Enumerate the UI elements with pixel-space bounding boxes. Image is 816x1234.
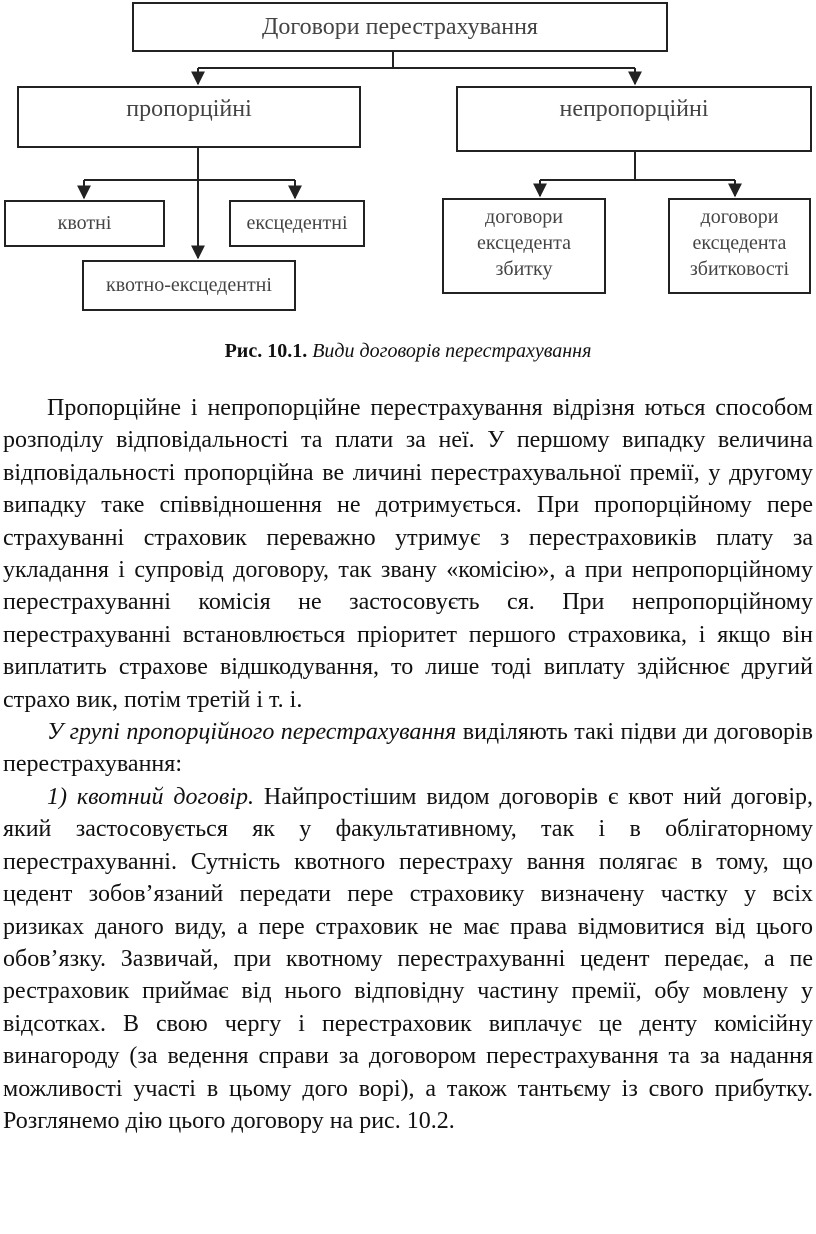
paragraph-3 xyxy=(3,781,813,1137)
figure-caption xyxy=(0,340,816,363)
paragraph-3-text: Найпростішим видом договорів є квот ний договір, який застосовується як у факультативному, так і в облігаторному перестрахуванні. Сутність квотного перестраху вання полягає в тому, що цедент зобов’язаний передати пере страховику визначену частку у всіх ризиках даного виду, а пере страховик не має права відмовитися від цього обов’язку. Зазвичай, при квотному перестрахуванні цедент передає, а пе рестраховик приймає від нього відповідну частину премії, обу мовлену у відсотках. В свою чергу і перестраховик виплачує це денту комісійну винагороду (за ведення справи за договором перестрахування та за надання можливості участі в цьому дого ворі), а також тантьєму із свого прибутку. Розглянемо дію цього договору на рис. 10.2. xyxy=(3,783,813,1134)
stop-loss-line-1: договори xyxy=(700,206,779,228)
quota-label: квотні xyxy=(57,212,112,234)
paragraph-1: Пропорційне і непропорційне перестрахування відрізня ються способом розподілу відповідальності та плати за неї. У першому випадку величина відповідальності пропорційна ве личині перестрахувальної премії, у другому випадку таке співвідношення не дотримується. При пропорційному пере страхуванні страховик переважно утримує з перестраховиків плату за укладання і супровід договору, так звану «комісію», а при непропорційному перестрахуванні комісія не застосовуєть ся. При непропорційному перестрахуванні встановлюється пріоритет першого страховика, і якщо він виплатить страхове відшкодування, то лише тоді виплату здійснює другий страхо вик, потім третій і т. і. xyxy=(3,395,813,713)
stop-loss-box xyxy=(668,198,811,294)
proportional-box xyxy=(17,86,361,148)
excess-loss-label xyxy=(477,204,571,282)
paragraph-2-emphasis: У групі пропорційного перестрахування xyxy=(47,719,457,746)
excess-loss-box xyxy=(442,198,606,294)
excess-loss-line-2: ексцедента xyxy=(477,232,571,254)
figure-number: Рис. 10.1. xyxy=(224,340,308,362)
stop-loss-label xyxy=(690,204,789,282)
excess-loss-line-3: збитку xyxy=(495,258,553,280)
paragraph-2 xyxy=(3,716,813,781)
root-label: Договори перестрахування xyxy=(262,14,538,40)
proportional-label: пропорційні xyxy=(126,96,252,122)
paragraph-2-text: виділяють такі підви ди договорів перестрахування: xyxy=(3,719,813,778)
figure-title: Види договорів перестрахування xyxy=(312,340,592,362)
quota-surplus-box xyxy=(82,260,296,311)
stop-loss-line-3: збитковості xyxy=(689,258,790,280)
stop-loss-line-2: ексцедента xyxy=(692,232,787,254)
reinsurance-types-diagram xyxy=(0,0,816,330)
quota-surplus-label: квотно-ексцедентні xyxy=(106,274,272,296)
body-text xyxy=(3,392,813,1137)
root-box xyxy=(132,2,668,52)
nonproportional-label: непропорційні xyxy=(559,96,709,122)
surplus-box xyxy=(229,200,365,247)
excess-loss-line-1: договори xyxy=(485,206,563,228)
quota-box xyxy=(4,200,165,247)
paragraph-3-emphasis: 1) квотний договір. xyxy=(47,783,254,810)
surplus-label: ексцедентні xyxy=(246,212,348,234)
nonproportional-box xyxy=(456,86,812,152)
